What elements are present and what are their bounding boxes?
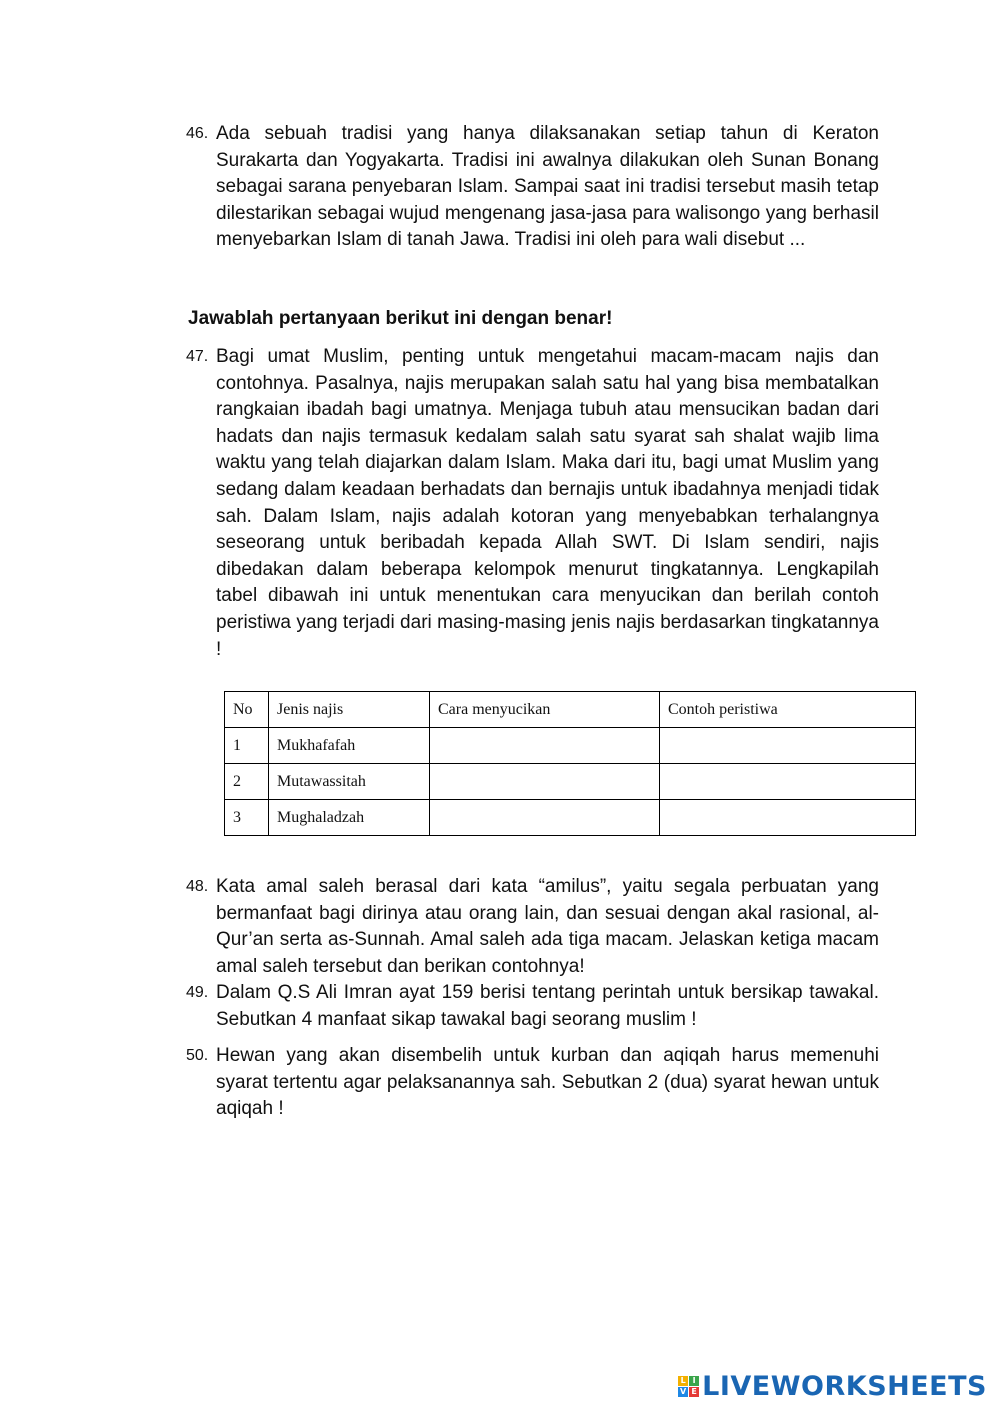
cell-cara-menyucikan[interactable] [430, 728, 660, 764]
question-48 [186, 874, 879, 980]
cell-no: 1 [225, 728, 269, 764]
cell-contoh-peristiwa[interactable] [660, 728, 916, 764]
cell-contoh-peristiwa[interactable] [660, 800, 916, 836]
cell-no: 2 [225, 764, 269, 800]
question-47 [186, 344, 879, 663]
cell-jenis-najis: Mughaladzah [269, 800, 430, 836]
logo-mark-letter: V [680, 1386, 687, 1396]
question-text: Dalam Q.S Ali Imran ayat 159 berisi tentang perintah untuk bersikap tawakal. Sebutkan 4 manfaat sikap tawakal bagi seorang muslim ! [216, 982, 879, 1030]
header-jenis-najis: Jenis najis [269, 692, 430, 728]
cell-cara-menyucikan[interactable] [430, 764, 660, 800]
logo-mark-letter: I [689, 1376, 699, 1386]
header-cara-menyucikan: Cara menyucikan [430, 692, 660, 728]
header-no: No [225, 692, 269, 728]
header-contoh-peristiwa: Contoh peristiwa [660, 692, 916, 728]
section-heading: Jawablah pertanyaan berikut ini dengan benar! [188, 308, 613, 329]
question-49 [186, 980, 879, 1033]
logo-text: LIVEWORKSHEETS [702, 1370, 987, 1402]
question-text: Hewan yang akan disembelih untuk kurban dan aqiqah harus memenuhi syarat tertentu agar pelaksanannya sah. Sebutkan 2 (dua) syarat hewan untuk aqiqah ! [216, 1045, 879, 1120]
logo-mark-letter: L [678, 1376, 688, 1386]
question-50 [186, 1043, 879, 1123]
table-header-row [225, 692, 916, 728]
cell-jenis-najis: Mukhafafah [269, 728, 430, 764]
question-number: 49. [186, 984, 209, 1001]
question-text: Bagi umat Muslim, penting untuk mengetahui macam-macam najis dan contohnya. Pasalnya, najis merupakan salah satu hal yang bisa membatalkan rangkaian ibadah bagi umatnya. Menjaga tubuh atau mensucikan badan dari hadats dan najis termasuk kedalam salah satu syarat sah shalat wajib lima waktu yang telah diajarkan dalam Islam. Maka dari itu, bagi umat Muslim yang sedang dalam keadaan berhadats dan bernajis untuk ibadahnya menjadi tidak sah. Dalam Islam, najis adalah kotoran yang menyebabkan terhalangnya seseorang untuk beribadah kepada Allah SWT. Di Islam sendiri, najis dibedakan dalam beberapa kelompok menurut tingkatannya. Lengkapilah tabel dibawah ini untuk menentukan cara menyucikan dan berilah contoh peristiwa yang terjadi dari masing-masing jenis najis berdasarkan tingkatannya ! [216, 346, 879, 660]
logo-mark-letter: E [689, 1387, 699, 1397]
table-row [225, 728, 916, 764]
logo-mark-icon [678, 1376, 699, 1397]
question-text: Ada sebuah tradisi yang hanya dilaksanakan setiap tahun di Keraton Surakarta dan Yogyakarta. Tradisi ini awalnya dilakukan oleh Sunan Bonang sebagai sarana penyebaran Islam. Sampai saat ini tradisi tersebut masih tetap dilestarikan sebagai wujud mengenang jasa-jasa para walisongo yang berhasil menyebarkan Islam di tanah Jawa. Tradisi ini oleh para wali disebut ... [216, 123, 879, 251]
question-number: 46. [186, 125, 209, 142]
najis-table [224, 691, 916, 836]
question-text: Kata amal saleh berasal dari kata “amilus”, yaitu segala perbuatan yang bermanfaat bagi dirinya atau orang lain, dan sesuai dengan akal rasional, al-Qur’an serta as-Sunnah. Amal saleh ada tiga macam. Jelaskan ketiga macam amal saleh tersebut dan berikan contohnya! [216, 876, 879, 977]
table-row [225, 764, 916, 800]
cell-no: 3 [225, 800, 269, 836]
question-number: 50. [186, 1047, 209, 1064]
cell-cara-menyucikan[interactable] [430, 800, 660, 836]
question-46 [186, 121, 879, 254]
cell-jenis-najis: Mutawassitah [269, 764, 430, 800]
cell-contoh-peristiwa[interactable] [660, 764, 916, 800]
question-number: 47. [186, 348, 209, 365]
liveworksheets-logo [678, 1369, 987, 1403]
table-row [225, 800, 916, 836]
question-number: 48. [186, 878, 209, 895]
